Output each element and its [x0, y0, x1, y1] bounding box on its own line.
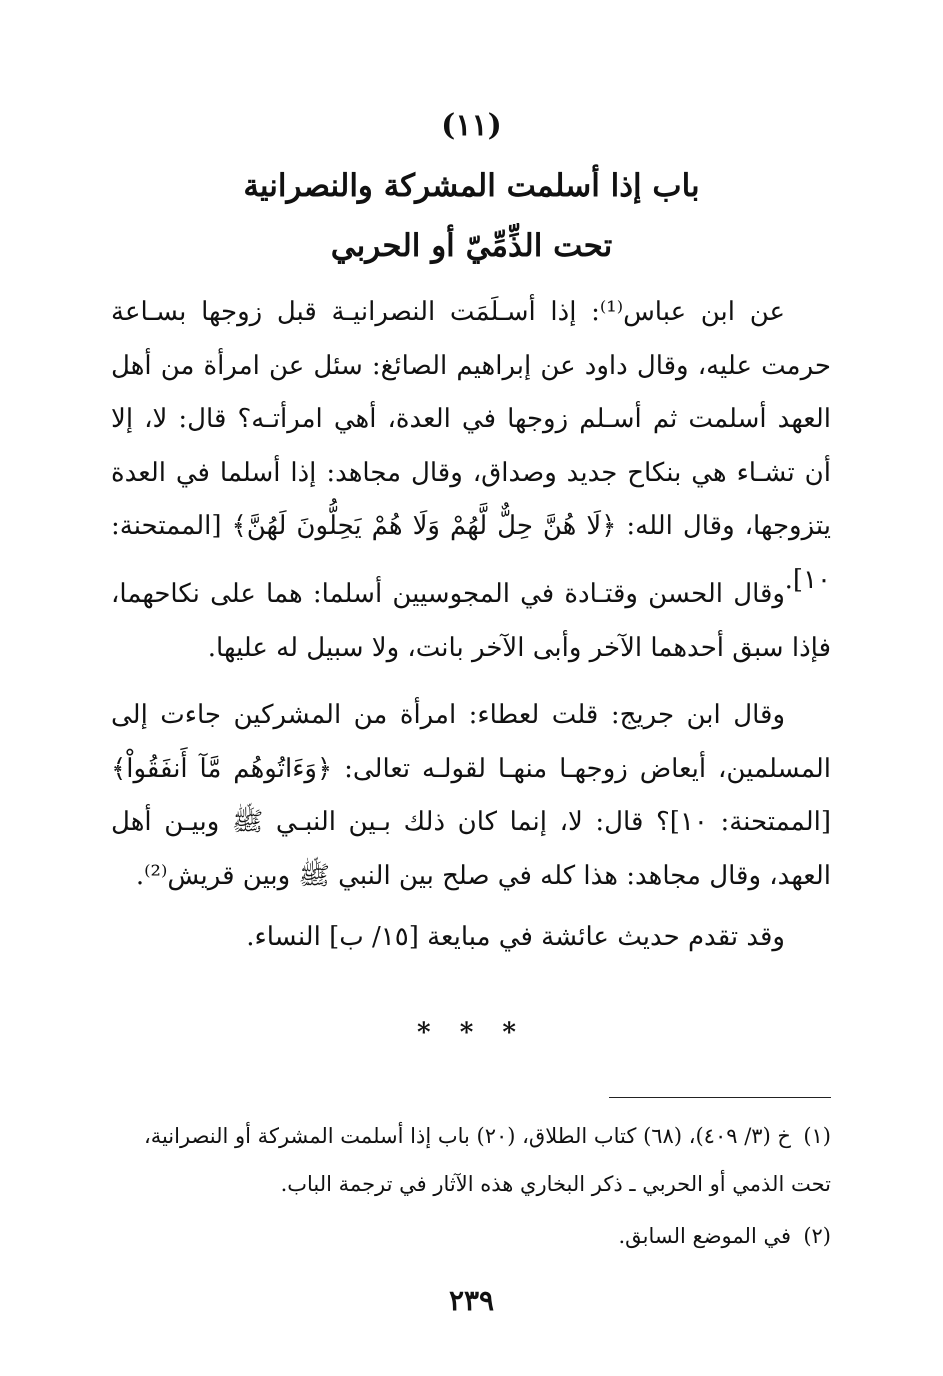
- paragraph-text: عن ابن عباس⁽¹⁾: إذا أسـلَمَت النصرانيـة قبل زوجها بسـاعة حرمت عليه، وقال داود عن إبراهيم الصائغ: سئل عن امرأة من أهل العهد أسلمت ثم أسـلم زوجها في العدة، أهي امرأتـه؟ قال: لا، إلا أن تشـاء هي بنكاح جديد وصداق، وقال مجاهد: إذا أسلما في العدة يتزوجها، وقال الله: ﴿لَا هُنَّ حِلٌّ لَّهُمْ وَلَا هُمْ يَحِلُّونَ لَهُنَّ﴾ [الممتحنة: ١٠].: [111, 297, 831, 595]
- chapter-title-line-2: تحت الذِّمِّيّ أو الحربي: [330, 228, 613, 264]
- footnote-text: خ (٣/ ٤٠٩)، (٦٨) كتاب الطلاق، (٢٠) باب إذا أسلمت المشركة أو النصرانية، تحت الذمي أو الحربي ـ ذكر البخاري هذه الآثار في ترجمة الباب.: [143, 1124, 831, 1196]
- footnote: [111, 1112, 831, 1208]
- chapter-title-line-1: باب إذا أسلمت المشركة والنصرانية: [243, 168, 700, 204]
- footnote: [111, 1212, 831, 1260]
- paragraph-text: وقال ابن جريج: قلت لعطاء: امرأة من المشركين جاءت إلى المسلمين، أيعاض زوجهـا منهـا لقولـه تعالى: ﴿وَءَاتُوهُم مَّآ أَنفَقُواْ﴾ [الممتحنة: ١٠]؟ قال: لا، إنما كان ذلك بـين النبـي ﷺ وبيـن أهل العهد، وقال مجاهد: هذا كله في صلح بين النبي ﷺ وبين قريش⁽²⁾.: [111, 700, 831, 891]
- paragraph-text: وقال الحسن وقتـادة في المجوسيين أسلما: هما على نكاحهما، فإذا سبق أحدهما الآخر وأبى الآخر بانت، ولا سبيل له عليها.: [111, 579, 831, 663]
- body-paragraph: [111, 286, 831, 607]
- body-paragraph: [111, 689, 831, 903]
- footnote-divider: [609, 1097, 831, 1098]
- footnote-number: (١): [803, 1124, 831, 1148]
- footnote-text: في الموضع السابق.: [618, 1224, 791, 1248]
- body-paragraph: [111, 911, 831, 965]
- paragraph-text: وقد تقدم حديث عائشة في مبايعة [١٥/ ب] النساء.: [246, 922, 785, 952]
- body-paragraph: [111, 568, 831, 675]
- section-separator: * * *: [417, 1018, 526, 1048]
- footnote-number: (٢): [803, 1224, 831, 1248]
- chapter-number: (١١): [441, 108, 502, 143]
- page-number: ٢٣٩: [448, 1284, 495, 1317]
